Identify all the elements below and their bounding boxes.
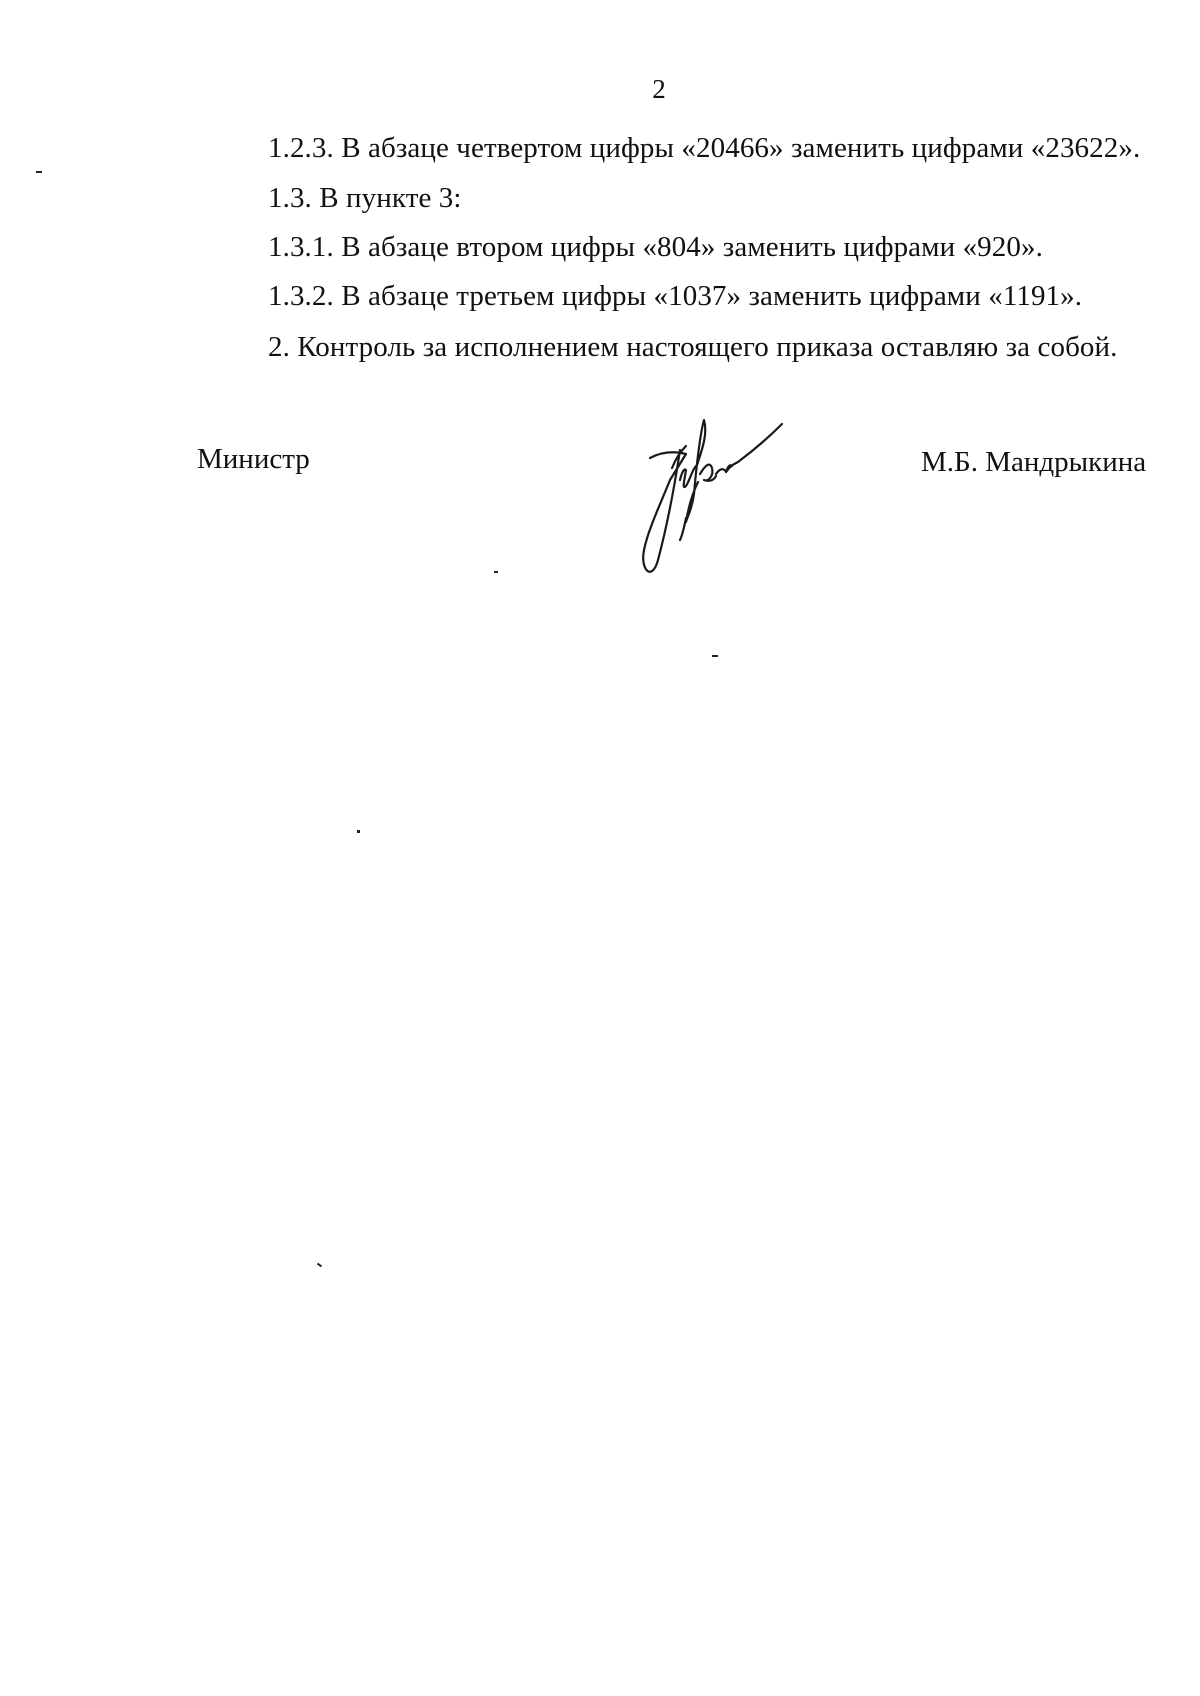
signatory-name: М.Б. Мандрыкина [921, 446, 1147, 478]
paragraph-1-2-3: 1.2.3. В абзаце четвертом цифры «20466» заменить цифрами «23622». [268, 132, 1141, 164]
paragraph-1-3-2: 1.3.2. В абзаце третьем цифры «1037» заменить цифрами «1191». [268, 280, 1083, 312]
paragraph-1-3: 1.3. В пункте 3: [268, 182, 462, 214]
handwritten-signature [630, 410, 810, 590]
scan-speck [317, 1263, 322, 1268]
paragraph-1-3-1: 1.3.1. В абзаце втором цифры «804» заменить цифрами «920». [268, 231, 1043, 263]
scan-speck [712, 655, 718, 657]
paragraph-2: 2. Контроль за исполнением настоящего приказа оставляю за собой. [268, 331, 1118, 363]
scan-speck [357, 830, 360, 833]
scan-speck [494, 571, 498, 573]
scan-speck [36, 171, 42, 173]
page-number [0, 74, 1193, 104]
signatory-position: Министр [197, 443, 310, 475]
page-number-text: 2 [652, 74, 666, 104]
